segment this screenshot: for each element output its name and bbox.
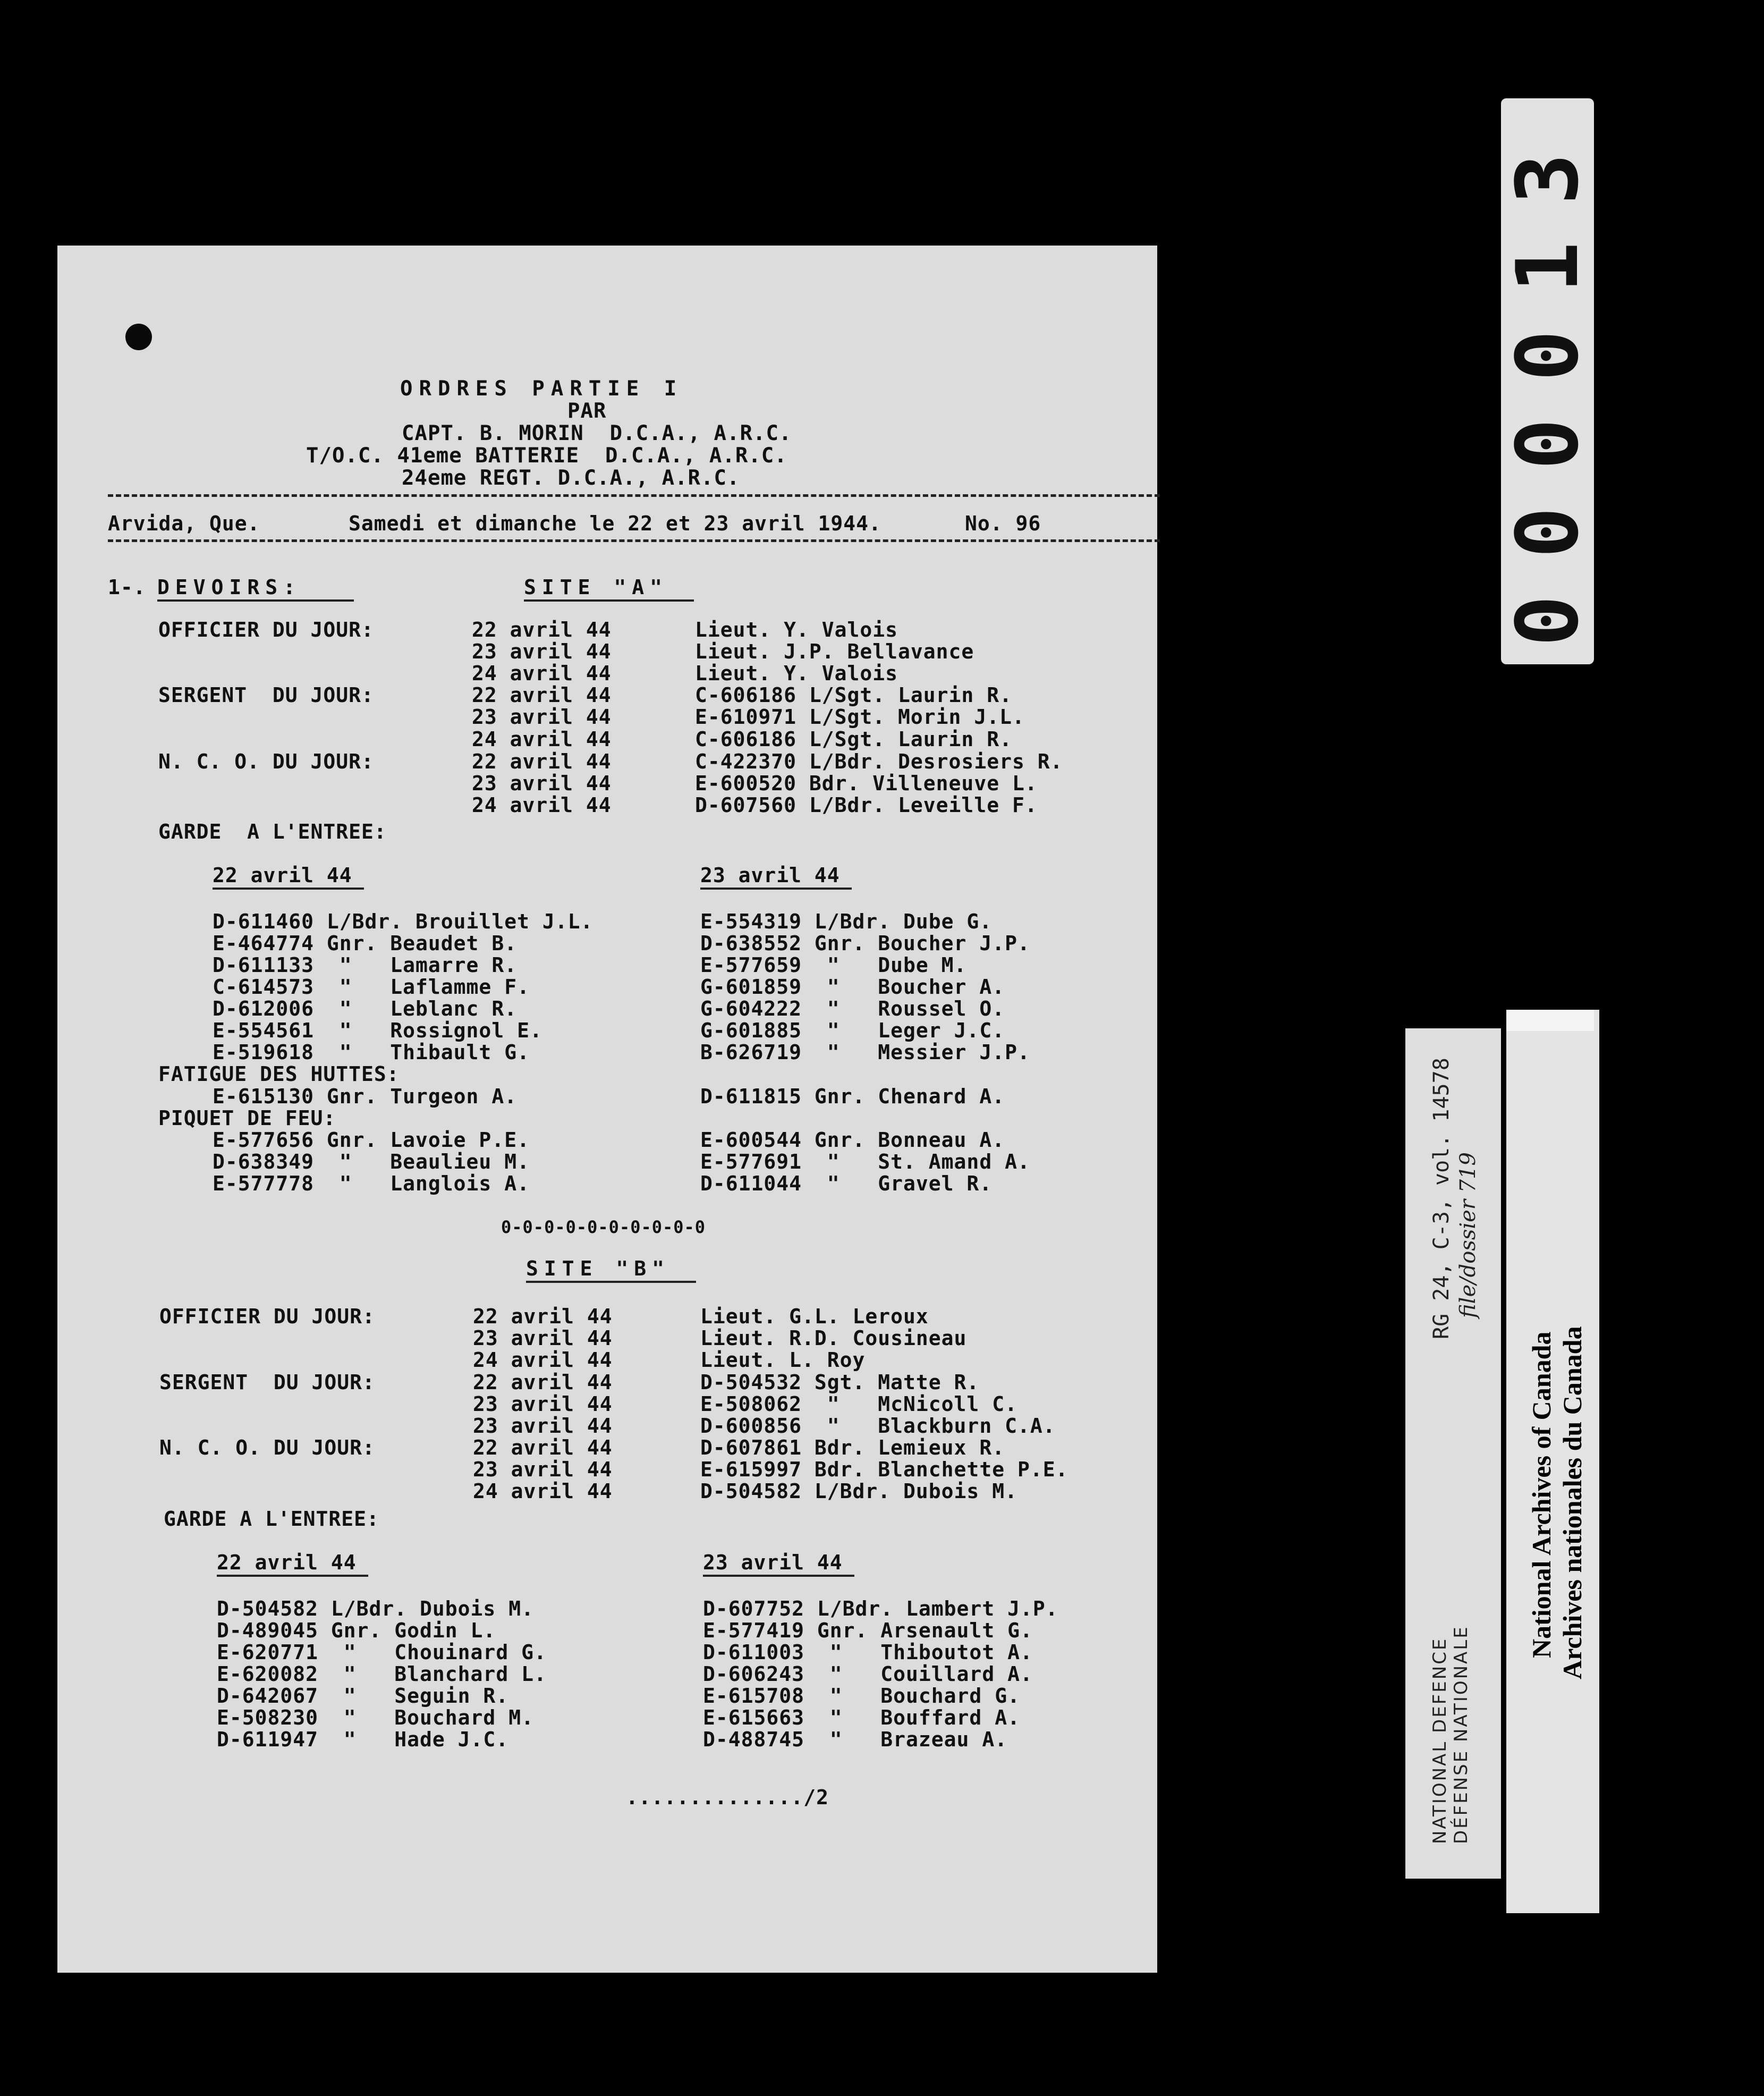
site-b-garde-date-right: 23 avril 44 <box>703 1551 843 1574</box>
site-a-duty-date: 22 avril 44 <box>472 618 612 641</box>
site-a-duty-name: C-606186 L/Sgt. Laurin R. <box>695 728 1012 751</box>
header-line-1: CAPT. B. MORIN D.C.A., A.R.C. <box>402 421 792 445</box>
punch-hole <box>125 324 152 350</box>
page-continuation: ............../2 <box>626 1786 829 1809</box>
site-b-duty-date: 23 avril 44 <box>473 1458 613 1481</box>
frame-number-stamp <box>1498 98 1597 664</box>
site-b-garde-left: E-620771 " Chouinard G. <box>217 1641 547 1664</box>
dateline-number: No. 96 <box>965 512 1041 535</box>
site-a-sergent-label: SERGENT DU JOUR: <box>158 683 374 707</box>
site-a-garde-right: E-554319 L/Bdr. Dube G. <box>700 910 993 933</box>
label-edge <box>1506 1010 1594 1031</box>
site-a-duty-name: C-606186 L/Sgt. Laurin R. <box>695 683 1012 707</box>
site-b-garde-left: D-504582 L/Bdr. Dubois M. <box>217 1597 534 1620</box>
site-b-duty-name: Lieut. R.D. Cousineau <box>700 1326 967 1350</box>
site-b-title-underline <box>526 1281 696 1283</box>
site-a-duty-date: 22 avril 44 <box>472 750 612 773</box>
section-heading-underline <box>157 599 354 602</box>
site-b-duty-date: 23 avril 44 <box>473 1414 613 1438</box>
site-b-duty-name: D-504532 Sgt. Matte R. <box>700 1371 980 1394</box>
site-b-duty-date: 24 avril 44 <box>473 1480 613 1503</box>
site-a-garde-date-left-underline <box>213 888 364 890</box>
document-title: ORDRES PARTIE I <box>400 377 683 401</box>
site-b-duty-name: Lieut. L. Roy <box>700 1348 866 1372</box>
site-a-fatigue-right: D-611815 Gnr. Chenard A. <box>700 1085 1005 1108</box>
site-a-fatigue-label: FATIGUE DES HUTTES: <box>158 1062 400 1086</box>
dateline-place: Arvida, Que. <box>108 512 260 535</box>
site-a-fatigue-left: E-615130 Gnr. Turgeon A. <box>213 1085 518 1108</box>
site-b-garde-date-right-underline <box>703 1575 854 1577</box>
site-a-piquet-right: E-577691 " St. Amand A. <box>700 1150 1030 1173</box>
site-b-garde-right: E-615708 " Bouchard G. <box>703 1684 1020 1708</box>
site-a-duty-name: Lieut. Y. Valois <box>695 662 898 685</box>
site-a-duty-name: C-422370 L/Bdr. Desrosiers R. <box>695 750 1063 773</box>
site-b-garde-left: D-642067 " Seguin R. <box>217 1684 509 1708</box>
site-a-garde-left: D-612006 " Leblanc R. <box>213 997 518 1020</box>
site-a-duty-name: Lieut. Y. Valois <box>695 618 898 641</box>
site-a-garde-right: B-626719 " Messier J.P. <box>700 1041 1030 1064</box>
site-b-garde-left: D-489045 Gnr. Godin L. <box>217 1619 496 1642</box>
site-b-garde-date-left-underline <box>217 1575 368 1577</box>
site-a-piquet-right: D-611044 " Gravel R. <box>700 1172 993 1195</box>
site-b-garde-right: E-615663 " Bouffard A. <box>703 1706 1020 1729</box>
site-a-garde-left: E-554561 " Rossignol E. <box>213 1019 542 1042</box>
archives-en: National Archives of Canada <box>1526 1331 1556 1658</box>
site-a-piquet-left: E-577778 " Langlois A. <box>213 1172 530 1195</box>
site-b-duty-date: 24 avril 44 <box>473 1348 613 1372</box>
site-b-officier-label: OFFICIER DU JOUR: <box>159 1305 375 1328</box>
site-a-duty-name: E-610971 L/Sgt. Morin J.L. <box>695 705 1025 729</box>
site-b-duty-date: 22 avril 44 <box>473 1436 613 1459</box>
site-b-garde-right: E-577419 Gnr. Arsenault G. <box>703 1619 1033 1642</box>
site-a-piquet-left: D-638349 " Beaulieu M. <box>213 1150 530 1173</box>
site-b-duty-name: D-607861 Bdr. Lemieux R. <box>700 1436 1005 1459</box>
site-b-duty-name: E-508062 " McNicoll C. <box>700 1392 1017 1416</box>
site-a-piquet-label: PIQUET DE FEU: <box>158 1106 336 1130</box>
site-b-duty-name: Lieut. G.L. Leroux <box>700 1305 929 1328</box>
site-b-garde-left: D-611947 " Hade J.C. <box>217 1728 509 1751</box>
site-b-garde-right: D-607752 L/Bdr. Lambert J.P. <box>703 1597 1058 1620</box>
site-b-garde-right: D-488745 " Brazeau A. <box>703 1728 1008 1751</box>
archives-fr: Archives nationales du Canada <box>1557 1326 1587 1679</box>
site-a-garde-date-left: 22 avril 44 <box>213 864 352 887</box>
site-b-garde-label: GARDE A L'ENTREE: <box>164 1507 379 1531</box>
site-b-duty-date: 22 avril 44 <box>473 1371 613 1394</box>
site-a-garde-date-right-underline <box>700 888 852 890</box>
site-a-piquet-right: E-600544 Gnr. Bonneau A. <box>700 1128 1005 1152</box>
site-b-duty-date: 22 avril 44 <box>473 1305 613 1328</box>
site-a-garde-left: E-464774 Gnr. Beaudet B. <box>213 932 518 955</box>
site-a-garde-right: D-638552 Gnr. Boucher J.P. <box>700 932 1030 955</box>
site-b-duty-date: 23 avril 44 <box>473 1392 613 1416</box>
header-line-3: 24eme REGT. D.C.A., A.R.C. <box>402 466 740 490</box>
site-a-duty-date: 23 avril 44 <box>472 705 612 729</box>
site-a-duty-date: 23 avril 44 <box>472 640 612 663</box>
section-heading: DEVOIRS: <box>157 576 302 599</box>
site-a-duty-date: 23 avril 44 <box>472 772 612 795</box>
site-a-duty-name: Lieut. J.P. Bellavance <box>695 640 974 663</box>
site-a-duty-date: 24 avril 44 <box>472 793 612 817</box>
site-b-garde-right: D-611003 " Thiboutot A. <box>703 1641 1033 1664</box>
site-a-duty-date: 24 avril 44 <box>472 728 612 751</box>
site-b-garde-left: E-508230 " Bouchard M. <box>217 1706 534 1729</box>
site-a-garde-right: G-601859 " Boucher A. <box>700 975 1005 999</box>
site-b-sergent-label: SERGENT DU JOUR: <box>159 1371 375 1394</box>
site-a-garde-right: G-604222 " Roussel O. <box>700 997 1005 1020</box>
site-a-officier-label: OFFICIER DU JOUR: <box>158 618 374 641</box>
separator-line: 0-0-0-0-0-0-0-0-0-0 <box>501 1217 706 1237</box>
site-b-title: SITE "B" <box>526 1257 671 1280</box>
site-a-garde-left: C-614573 " Laflamme F. <box>213 975 530 999</box>
site-b-duty-name: E-615997 Bdr. Blanchette P.E. <box>700 1458 1068 1481</box>
site-b-duty-name: D-600856 " Blackburn C.A. <box>700 1414 1056 1438</box>
site-a-title-underline <box>524 599 694 602</box>
dateline-date: Samedi et dimanche le 22 et 23 avril 1944. <box>349 512 881 535</box>
site-b-garde-date-left: 22 avril 44 <box>217 1551 357 1574</box>
site-b-garde-right: D-606243 " Couillard A. <box>703 1662 1033 1686</box>
rg-reference: RG 24, C-3, vol. 14578 <box>1429 1058 1454 1339</box>
order-document-page <box>57 246 1157 1973</box>
site-a-garde-label: GARDE A L'ENTREE: <box>158 820 387 843</box>
site-a-garde-left: E-519618 " Thibault G. <box>213 1041 530 1064</box>
site-b-nco-label: N. C. O. DU JOUR: <box>159 1436 375 1459</box>
dept-en: NATIONAL DEFENCE <box>1429 1637 1451 1844</box>
site-a-garde-date-right: 23 avril 44 <box>700 864 840 887</box>
file-reference: file/dossier 719 <box>1456 1152 1480 1318</box>
site-b-garde-left: E-620082 " Blanchard L. <box>217 1662 547 1686</box>
dept-fr: DÉFENSE NATIONALE <box>1451 1625 1472 1844</box>
site-a-piquet-left: E-577656 Gnr. Lavoie P.E. <box>213 1128 530 1152</box>
site-a-duty-date: 22 avril 44 <box>472 683 612 707</box>
frame-number: 000013 <box>1498 116 1597 647</box>
header-par: PAR <box>567 399 607 423</box>
site-a-duty-name: E-600520 Bdr. Villeneuve L. <box>695 772 1038 795</box>
dashed-rule-top <box>108 494 1160 497</box>
site-a-garde-left: D-611460 L/Bdr. Brouillet J.L. <box>213 910 593 933</box>
site-a-garde-right: E-577659 " Dube M. <box>700 953 967 977</box>
site-a-title: SITE "A" <box>524 576 668 599</box>
site-b-duty-date: 23 avril 44 <box>473 1326 613 1350</box>
site-b-duty-name: D-504582 L/Bdr. Dubois M. <box>700 1480 1017 1503</box>
section-number: 1-. <box>108 576 146 599</box>
dashed-rule-bottom <box>108 539 1160 542</box>
site-a-duty-name: D-607560 L/Bdr. Leveille F. <box>695 793 1038 817</box>
site-a-garde-left: D-611133 " Lamarre R. <box>213 953 518 977</box>
site-a-nco-label: N. C. O. DU JOUR: <box>158 750 374 773</box>
site-a-duty-date: 24 avril 44 <box>472 662 612 685</box>
site-a-garde-right: G-601885 " Leger J.C. <box>700 1019 1005 1042</box>
header-line-2: T/O.C. 41eme BATTERIE D.C.A., A.R.C. <box>306 444 787 468</box>
